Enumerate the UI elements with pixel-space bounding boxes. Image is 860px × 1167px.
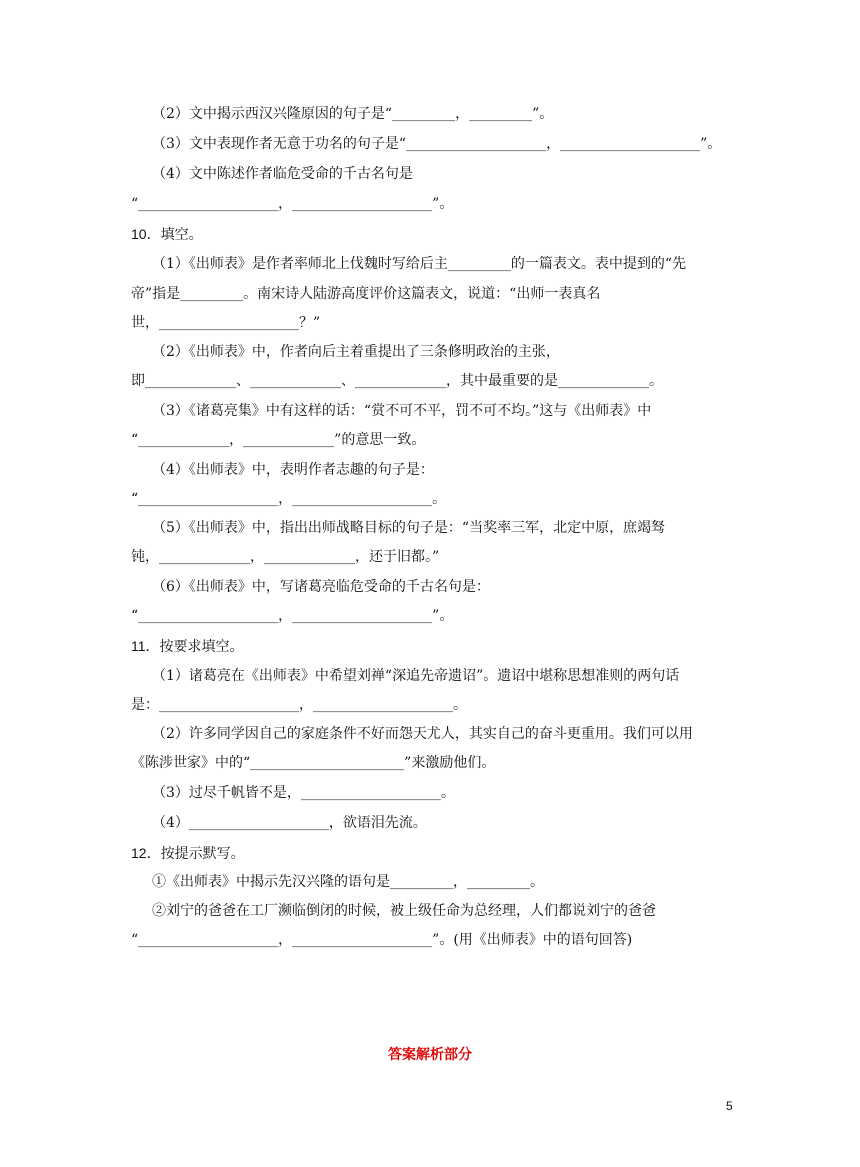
q12-title: 12．按提示默写。 (131, 845, 245, 861)
q12-part2: ②刘宁的爸爸在工厂濒临倒闭的时候，被上级任命为总经理，人们都说刘宁的爸爸 (152, 903, 656, 919)
q10-part6-blanks: “____________________，____________________”。 (131, 608, 454, 624)
q11-part2: （2）许多同学因自己的家庭条件不好而怨天尤人，其实自己的奋斗更重用。我们可以用 (152, 726, 693, 742)
q11-part1: （1）诸葛亮在《出师表》中希望刘禅“深追先帝遗诏”。遗诏中堪称思想准则的两句话 (152, 668, 680, 684)
q10-part1-cont: 帝”指是_________。南宋诗人陆游高度评价这篇表文，说道：“出师一表真名 (131, 286, 601, 302)
q9-part4-blank: “____________________，____________________”。 (131, 196, 454, 212)
q9-part2: （2）文中揭示西汉兴隆原因的句子是“_________，_________”。 (152, 106, 554, 122)
q10-part1: （1）《出师表》是作者率师北上伐魏时写给后主_________的一篇表文。表中提到的“先 (152, 256, 687, 272)
q10-part2-blanks: 即_____________、_____________、_____________，其中最重要的是_____________。 (131, 373, 663, 389)
q10-part3-blanks: “_____________，_____________”的意思一致。 (131, 432, 426, 448)
q10-part4: （4）《出师表》中，表明作者志趣的句子是： (152, 462, 434, 478)
q12-part1: ①《出师表》中揭示先汉兴隆的语句是_________，_________。 (152, 874, 544, 890)
answer-section-heading: 答案解析部分 (388, 1047, 472, 1063)
q10-part6: （6）《出师表》中，写诸葛亮临危受命的千古名句是： (152, 579, 490, 595)
q10-part5: （5）《出师表》中，指出出师战略目标的句子是：“当奖率三军，北定中原，庶竭驽 (152, 520, 666, 536)
q10-part4-blanks: “____________________，____________________。 (131, 491, 447, 507)
q11-title: 11．按要求填空。 (131, 638, 244, 654)
q10-part1-cont2: 世，____________________？” (131, 315, 321, 331)
q11-part2-cont: 《陈涉世家》中的“______________________”来激励他们。 (131, 755, 496, 771)
q11-part4: （4）____________________，欲语泪先流。 (152, 815, 427, 831)
q11-part1-blanks: 是：____________________，____________________。 (131, 697, 467, 713)
q9-part3: （3）文中表现作者无意于功名的句子是“____________________，____________________”。 (152, 136, 722, 152)
q10-part3: （3）《诸葛亮集》中有这样的话：“赏不可不平，罚不可不均。”这与《出师表》中 (152, 403, 652, 419)
page-number: 5 (726, 1099, 733, 1113)
q10-part5-blanks: 钝，_____________，_____________，还于旧都。” (131, 549, 440, 565)
q10-title: 10．填空。 (131, 226, 203, 242)
q9-part4: （4）文中陈述作者临危受命的千古名句是 (152, 166, 413, 182)
q11-part3: （3）过尽千帆皆不是，____________________。 (152, 785, 455, 801)
q12-part2-blanks: “____________________，____________________”。(用《出师表》中的语句回答) (131, 932, 633, 948)
q10-part2: （2）《出师表》中，作者向后主着重提出了三条修明政治的主张， (152, 344, 560, 360)
